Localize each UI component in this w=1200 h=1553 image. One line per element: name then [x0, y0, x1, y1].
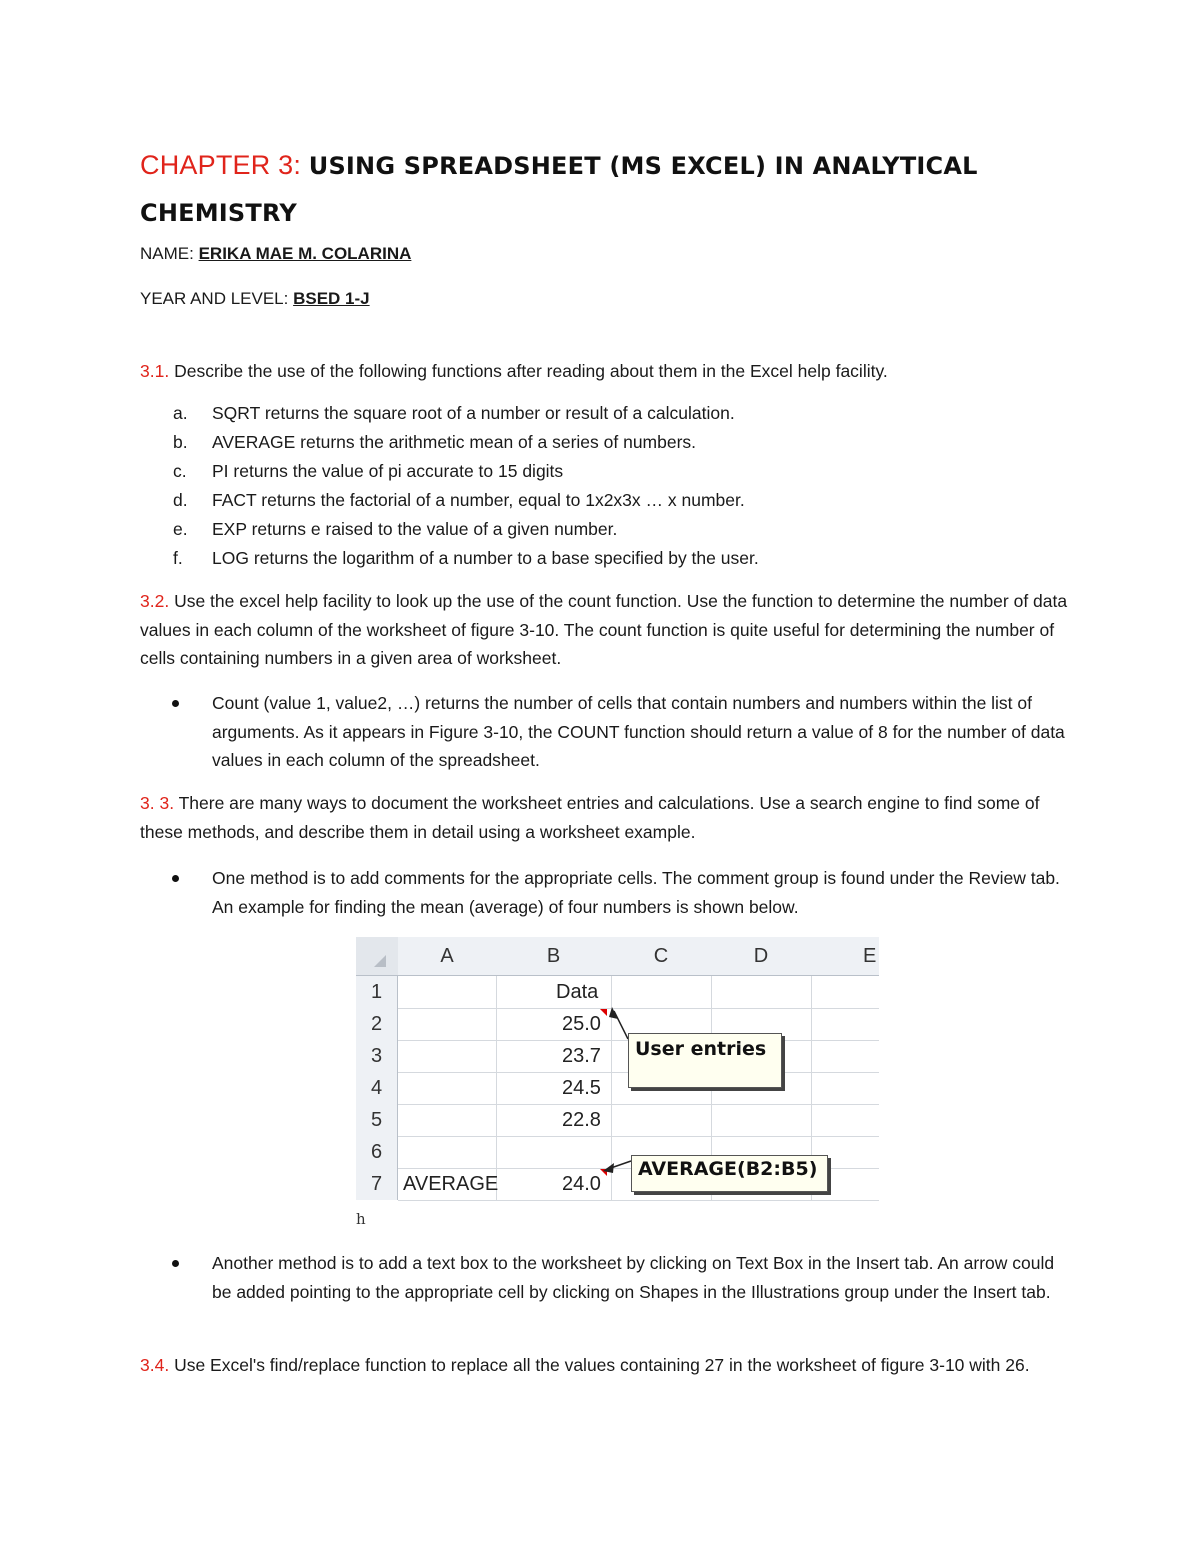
list-text: AVERAGE returns the arithmetic mean of a series of numbers.: [212, 432, 697, 452]
bullet-dot: [172, 700, 179, 707]
question-text: There are many ways to document the worksheet entries and calculations. Use a search engine to find some of these methods, and describe them in detail using a worksheet example.: [140, 793, 1040, 842]
question-number: 3. 3.: [140, 793, 175, 813]
year-level-line: [140, 289, 370, 309]
function-list: [140, 399, 1070, 573]
cell-b1: Data: [556, 981, 599, 1003]
column-header: C: [611, 937, 711, 976]
list-marker: f.: [173, 548, 183, 568]
stray-mark: h: [356, 1210, 366, 1228]
row-header: 6: [356, 1136, 398, 1168]
cell-b2: 25.0: [562, 1013, 601, 1035]
question-number: 3.2.: [140, 591, 170, 611]
list-marker: e.: [173, 519, 188, 539]
list-item: [140, 544, 1070, 573]
row-header: 4: [356, 1072, 398, 1104]
arrow-head-icon: [609, 1007, 618, 1019]
bullet-text: Another method is to add a text box to the worksheet by clicking on Text Box in the Insert tab. An arrow could be added pointing to the appropriate cell by clicking on Shapes in the Illustrations group under the Insert tab.: [212, 1253, 1055, 1302]
chapter-title: [140, 142, 1070, 236]
column-header: D: [711, 937, 811, 976]
question-text: Use the excel help facility to look up the use of the count function. Use the function to determine the number of data values in each column of the worksheet of figure 3-10. The count function is quite useful for determining the number of cells containing numbers in a given area of worksheet.: [140, 591, 1068, 668]
list-marker: a.: [173, 403, 188, 423]
row-header: 5: [356, 1104, 398, 1136]
list-text: PI returns the value of pi accurate to 15 digits: [212, 461, 564, 481]
row-header: 3: [356, 1040, 398, 1072]
column-header: E: [811, 937, 879, 976]
chapter-number: CHAPTER 3:: [140, 150, 302, 180]
question-text: Use Excel's find/replace function to replace all the values containing 27 in the worksheet of figure 3-10 with 26.: [174, 1355, 1030, 1375]
spreadsheet-figure: [356, 937, 879, 1205]
bullet-count: [140, 689, 1070, 775]
chapter-heading: USING SPREADSHEET (MS EXCEL) IN ANALYTICAL CHEMISTRY: [140, 152, 978, 227]
bullet-comments: [140, 864, 1070, 921]
question-3-2: [140, 587, 1070, 673]
question-3-1: [140, 357, 1070, 386]
cell-b4: 24.5: [562, 1077, 601, 1099]
bullet-dot: [172, 875, 179, 882]
list-item: [140, 399, 1070, 428]
name-label: NAME:: [140, 244, 194, 263]
list-text: FACT returns the factorial of a number, equal to 1x2x3x … x number.: [212, 490, 745, 510]
list-marker: d.: [173, 490, 188, 510]
question-number: 3.1.: [140, 361, 170, 381]
row-header: 2: [356, 1008, 398, 1040]
callout-user-entries: User entries: [628, 1033, 782, 1088]
bullet-dot: [172, 1260, 179, 1267]
name-line: [140, 244, 411, 264]
list-text: EXP returns e raised to the value of a given number.: [212, 519, 618, 539]
bullet-text: Count (value 1, value2, …) returns the number of cells that contain numbers and numbers within the list of arguments. As it appears in Figure 3-10, the COUNT function should return a value of 8 for the number of data values in each column of the spreadsheet.: [212, 693, 1065, 770]
row-header: 7: [356, 1168, 398, 1200]
cell-a7: AVERAGE: [403, 1173, 499, 1195]
arrow-head-icon: [603, 1163, 614, 1173]
list-item: [140, 486, 1070, 515]
column-header: A: [398, 937, 496, 976]
row-header: 1: [356, 976, 398, 1008]
cell-b3: 23.7: [562, 1045, 601, 1067]
year-level-value: BSED 1-J: [293, 289, 370, 308]
cell-b5: 22.8: [562, 1109, 601, 1131]
list-text: LOG returns the logarithm of a number to a base specified by the user.: [212, 548, 759, 568]
bullet-textbox: [140, 1249, 1070, 1306]
question-text: Describe the use of the following functions after reading about them in the Excel help facility.: [174, 361, 888, 381]
cell-b7: 24.0: [562, 1173, 601, 1195]
list-marker: c.: [173, 461, 187, 481]
year-level-label: YEAR AND LEVEL:: [140, 289, 289, 308]
question-3-4: [140, 1351, 1070, 1380]
list-item: [140, 428, 1070, 457]
bullet-text: One method is to add comments for the appropriate cells. The comment group is found under the Review tab. An example for finding the mean (average) of four numbers is shown below.: [212, 868, 1060, 917]
question-number: 3.4.: [140, 1355, 170, 1375]
column-header: B: [496, 937, 611, 976]
list-item: [140, 457, 1070, 486]
name-value: ERIKA MAE M. COLARINA: [198, 244, 412, 263]
question-3-3: [140, 789, 1070, 846]
list-marker: b.: [173, 432, 188, 452]
callout-average-formula: AVERAGE(B2:B5): [631, 1155, 828, 1192]
list-text: SQRT returns the square root of a number or result of a calculation.: [212, 403, 735, 423]
list-item: [140, 515, 1070, 544]
